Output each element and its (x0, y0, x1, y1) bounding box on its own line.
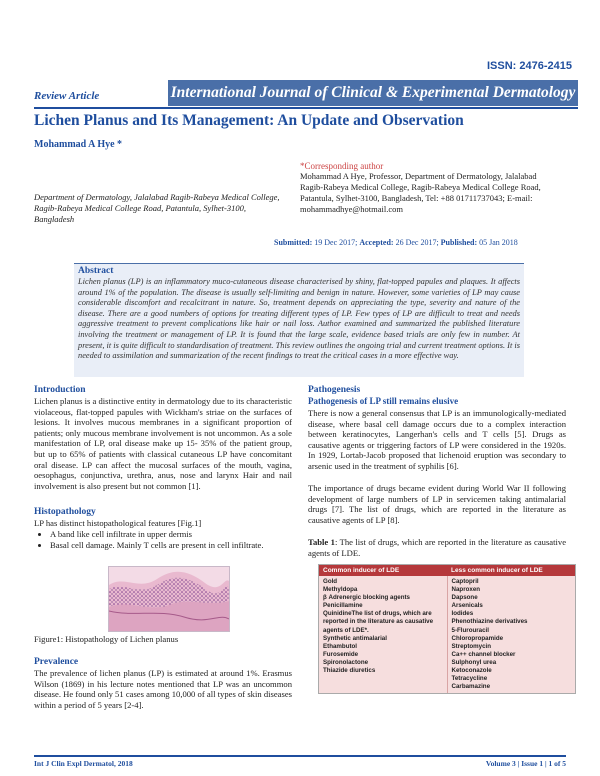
table-column-common (319, 576, 447, 693)
journal-banner: International Journal of Clinical & Experimental Dermatology (168, 80, 578, 106)
table-cell: Tetracycline (451, 675, 488, 683)
table-cell: Synthetic antimalarial (323, 634, 387, 642)
abstract-text: Lichen planus (LP) is an inflammatory muco-cutaneous disease characterised by shiny, flat-topped papules and plaques. It affects around 1% of the population. The disease is usually self-limiting and benign in nature. However, some varieties of LP may cause considerable discomfort and recalcitrant in nature. So, treatment depends on appreciating the type, severity and nature of the disease. There are a good numbers of options for treating different types of LP. Few types of LP are difficult to treat and needs aggressive treatment to prevent complications like hair or nail loss. Author examined and summarized the published literature involving the treatment or management of LP. It is found that the large scale, evidence based trials are only few in number. At present, it is quite difficult to standardisation of treatment. This review outlines the ongoing trial and current treatment options. It is needed to assimilation and summarization of the recent findings to treat the critical cases in a more effective way. (78, 277, 520, 361)
abstract-heading: Abstract (78, 266, 114, 276)
table-cell: Spironolactone (323, 658, 369, 666)
table-cell: Phenothiazine derivatives (451, 618, 528, 626)
table-cell: QuinidineThe list of drugs, which are reported in the literature as causative agents of LDE*. (323, 610, 434, 634)
table-caption (308, 537, 566, 558)
intro-heading: Introduction (34, 385, 86, 395)
table-cell: Ethambutol (323, 642, 358, 650)
table-caption-label: Table 1 (308, 537, 335, 547)
accepted-label: Accepted: (359, 238, 394, 247)
accepted-date: 26 Dec 2017; (395, 238, 439, 247)
table-cell: Naproxen (451, 586, 481, 594)
corresponding-text: Mohammad A Hye, Professor, Department of Dermatology, Jalalabad Ragib-Rabeya Medical College, Ragib-Rabeya Medical College Road, Patantula, Sylhet-3100, Bangladesh, Tel: +88 01711737043; E-mail: mohammadhye@hotmail.com (300, 171, 541, 214)
table-cell: Penicillamine (323, 602, 363, 610)
histopathology-list (34, 529, 292, 551)
drug-table (318, 564, 576, 694)
prevalence-text: The prevalence of lichen planus (LP) is estimated at around 1%. Erasmus Wilson (1869) in his lecture notes mentioned that LP was an uncommon disease. He found only 51 cases among 10,000 of all types of skin diseases within a period of 5 years [2-4]. (34, 668, 292, 710)
table-cell: Dapsone (451, 594, 478, 602)
pathogenesis-subheading: Pathogenesis of LP still remains elusive (308, 396, 459, 406)
author-name: Mohammad A Hye * (34, 139, 123, 150)
table-cell: Gold (323, 578, 338, 585)
issn: ISSN: 2476-2415 (487, 60, 572, 72)
table-cell: Chloropropamide (451, 634, 504, 642)
pathogenesis-text-1: There is now a general consensus that LP is an immunologically-mediated disease, where basal cell damage occurs due to a complex interaction between keratinocytes, Langerhan's cells and T cells [5]. Drugs as causative agents or triggering factors of LP were considered in the 1920s. In 1929, Lortab-Jacob proposed that lichenoid eruption was secondary to arsenic used in the treatment of syphilis [6]. (308, 408, 566, 471)
table-cell: Ca++ channel blocker (451, 650, 516, 658)
table-caption-text: : The list of drugs, which are reported in the literature as causative agents of LDE. (308, 537, 567, 558)
footer-page-info: Volume 3 | Issue 1 | 1 of 5 (485, 759, 566, 768)
histopathology-image (109, 567, 229, 631)
table-cell: Captopril (451, 578, 479, 585)
table-cell: Streptomycin (451, 642, 492, 650)
table-cell: Arsenicals (451, 602, 483, 610)
table-cell: Iodides (451, 610, 474, 618)
table-cell: β Adrenergic blocking agents (323, 594, 410, 602)
pathogenesis-heading: Pathogenesis (308, 385, 361, 395)
intro-text: Lichen planus is a distinctive entity in dermatology due to its characteristic violaceous, flat-topped papules with Wickham's striae on the surfaces of lesions. It involves mucous membranes in a significant proportion of patients; only mucous membrane involvement is not uncommon. As a sole manifestation of LP, oral disease make up 15- 35% of the patient group, but up to 65% of patients with classical cutaneous LP have concomitant oral disease. LP can affect the mucosal surfaces of the mouth, vagina, oesophagus, conjunctiva, urethra, anus, nose and larynx Hair and nail involvement is also present but not common [1]. (34, 396, 292, 491)
article-dates (274, 238, 518, 247)
author-affiliation: Department of Dermatology, Jalalabad Ragib-Rabeya Medical College, Ragib-Rabeya Medical College Road, Patantula, Sylhet-3100, Bangladesh (34, 192, 280, 224)
table-header-common: Common inducer of LDE (323, 567, 400, 574)
article-type: Review Article (34, 90, 100, 102)
table-header-less-common: Less common inducer of LDE (451, 567, 543, 574)
table-cell: Carbamazine (451, 683, 491, 691)
article-title: Lichen Planus and Its Management: An Update and Observation (34, 112, 464, 129)
table-cell: 5-Flurouracil (451, 626, 489, 634)
table-cell: Furosemide (323, 650, 359, 658)
corresponding-author (300, 161, 552, 215)
table-cell: Methyldopa (323, 586, 358, 594)
table-column-less-common (447, 576, 576, 693)
header-rule (34, 107, 578, 109)
list-item: • Basal cell damage. Mainly T cells are present in cell infiltrate. (50, 540, 292, 551)
figure-caption: Figure1: Histopathology of Lichen planus (34, 634, 179, 644)
table-header (319, 565, 575, 576)
list-item: • A band like cell infiltrate in upper dermis (50, 529, 292, 540)
histopathology-figure (108, 566, 230, 632)
prevalence-heading: Prevalence (34, 657, 79, 667)
histopathology-intro: LP has distinct histopathological features [Fig.1] (34, 518, 202, 528)
submitted-date: 19 Dec 2017; (314, 238, 358, 247)
submitted-label: Submitted: (274, 238, 313, 247)
published-date: 05 Jan 2018 (479, 238, 518, 247)
table-cell: Thiazide diuretics (323, 667, 376, 675)
pathogenesis-text-2: The importance of drugs became evident during World War II following development of large numbers of LP in servicemen taking antimalarial drugs [7]. The list of drugs, which are reported in the literature as causative agents of LP [8]. (308, 483, 566, 525)
table-body (319, 576, 575, 693)
abstract-box (74, 263, 524, 377)
table-cell: Sulphonyl urea (451, 658, 497, 666)
table-cell: Ketoconazole (451, 667, 492, 675)
footer-rule (34, 755, 566, 757)
corresponding-heading: *Corresponding author (300, 161, 384, 171)
histopathology-heading: Histopathology (34, 507, 96, 517)
published-label: Published: (440, 238, 478, 247)
footer-citation: Int J Clin Expl Dermatol, 2018 (34, 759, 133, 768)
